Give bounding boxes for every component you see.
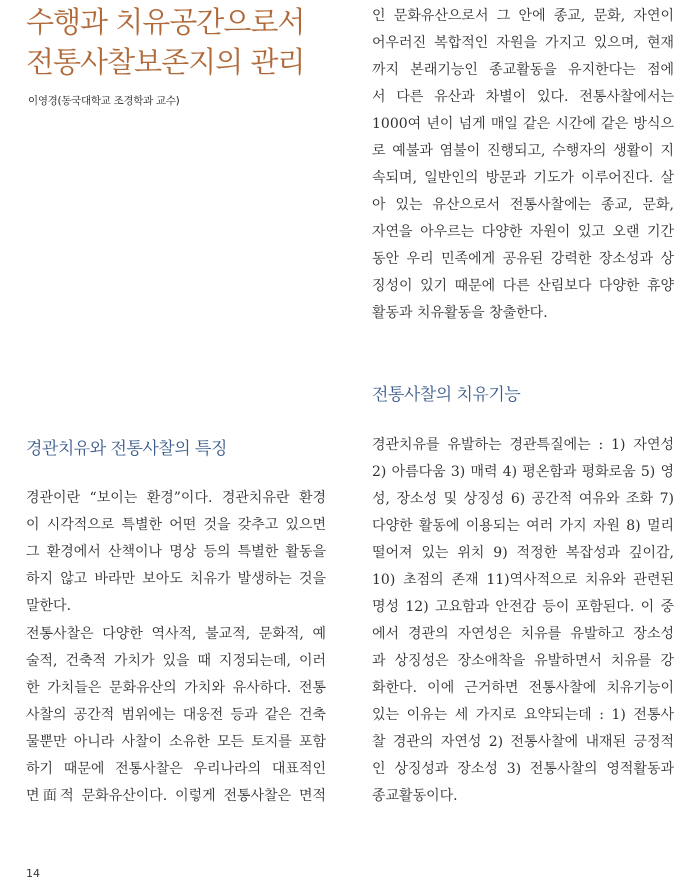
text-line: 하지 않고 바라만 보아도 치유가 발생하는 것을 [26, 571, 326, 587]
text-line: 떨어져 있는 위치 9) 적정한 복잡성과 깊이감, [372, 545, 674, 561]
text-line: 면面적 문화유산이다. 이렇게 전통사찰은 면적 [26, 788, 326, 804]
text-line: 인 상징성과 장소성 3) 전통사찰의 영적활동과 [372, 761, 674, 777]
text-line: 있는 이유는 세 가지로 요약되는데 : 1) 전통사 [372, 707, 674, 723]
article-title [26, 2, 346, 82]
left-paragraph-2 [26, 621, 326, 810]
right-section-heading: 전통사찰의 치유기능 [372, 385, 521, 405]
text-line: 1000여 년이 넘게 매일 같은 시간에 같은 방식으 [372, 116, 674, 132]
text-line: 징성이 있기 때문에 다른 산림보다 다양한 휴양 [372, 278, 674, 294]
left-section-heading: 경관치유와 전통사찰의 특징 [26, 439, 227, 459]
left-paragraph-1 [26, 485, 326, 620]
text-line: 에서 경관의 자연성은 치유를 유발하고 장소성 [372, 626, 674, 642]
text-line: 전통사찰은 다양한 역사적, 불교적, 문화적, 예 [26, 626, 326, 642]
text-line: 로 예불과 염불이 진행되고, 수행자의 생활이 지 [372, 143, 674, 159]
text-line: 종교활동이다. [372, 788, 458, 804]
text-line: 성, 장소성 및 상징성 6) 공간적 여유와 조화 7) [372, 491, 674, 507]
text-line: 찰 경관의 자연성 2) 전통사찰에 내재된 긍정적 [372, 734, 674, 750]
article-title-line: 수행과 치유공간으로서 [26, 5, 305, 39]
text-line: 까지 본래기능인 종교활동을 유지한다는 점에 [372, 62, 674, 78]
text-line: 10) 초점의 존재 11)역사적으로 치유와 관련된 [372, 572, 674, 588]
text-line: 서 다른 유산과 차별이 있다. 전통사찰에서는 [372, 89, 674, 105]
text-line: 한 가치들은 문화유산의 가치와 유사하다. 전통 [26, 680, 326, 696]
page-number: 14 [26, 867, 40, 880]
text-line: 속되며, 일반인의 방문과 기도가 이루어진다. 살 [372, 170, 674, 186]
right-paragraph-2 [372, 432, 674, 810]
text-line: 명성 12) 고요함과 안전감 등이 포함된다. 이 중 [372, 599, 674, 615]
text-line: 2) 아름다움 3) 매력 4) 평온함과 평화로움 5) 영 [372, 464, 674, 480]
text-line: 물뿐만 아니라 사찰이 소유한 모든 토지를 포함 [26, 734, 326, 750]
text-line: 이 시각적으로 특별한 어떤 것을 갖추고 있으면 [26, 517, 326, 533]
text-line: 과 상징성은 장소애착을 유발하면서 치유를 강 [372, 653, 674, 669]
text-line: 하기 때문에 전통사찰은 우리나라의 대표적인 [26, 761, 326, 777]
text-line: 활동과 치유활동을 창출한다. [372, 305, 548, 321]
text-line: 화한다. 이에 근거하면 전통사찰에 치유기능이 [372, 680, 674, 696]
text-line: 경관치유를 유발하는 경관특질에는 : 1) 자연성 [372, 437, 674, 453]
text-line: 사찰의 공간적 범위에는 대웅전 등과 같은 건축 [26, 707, 326, 723]
text-line: 인 문화유산으로서 그 안에 종교, 문화, 자연이 [372, 8, 674, 24]
text-line: 술적, 건축적 가치가 있을 때 지정되는데, 이러 [26, 653, 326, 669]
text-line: 자연을 아우르는 다양한 자원이 있고 오랜 기간 [372, 224, 674, 240]
text-line: 경관이란 “보이는 환경”이다. 경관치유란 환경 [26, 490, 326, 506]
text-line: 어우러진 복합적인 자원을 가지고 있으며, 현재 [372, 35, 674, 51]
text-line: 동안 우리 민족에게 공유된 강력한 장소성과 상 [372, 251, 674, 267]
text-line: 다양한 활동에 이용되는 여러 가지 자원 8) 멀리 [372, 518, 674, 534]
text-line: 말한다. [26, 598, 72, 614]
text-line: 아 있는 유산으로서 전통사찰에는 종교, 문화, [372, 197, 674, 213]
article-title-line: 전통사찰보존지의 관리 [26, 45, 305, 79]
author-byline: 이영경(동국대학교 조경학과 교수) [28, 95, 180, 107]
right-paragraph-1 [372, 3, 674, 327]
text-line: 그 환경에서 산책이나 명상 등의 특별한 활동을 [26, 544, 326, 560]
